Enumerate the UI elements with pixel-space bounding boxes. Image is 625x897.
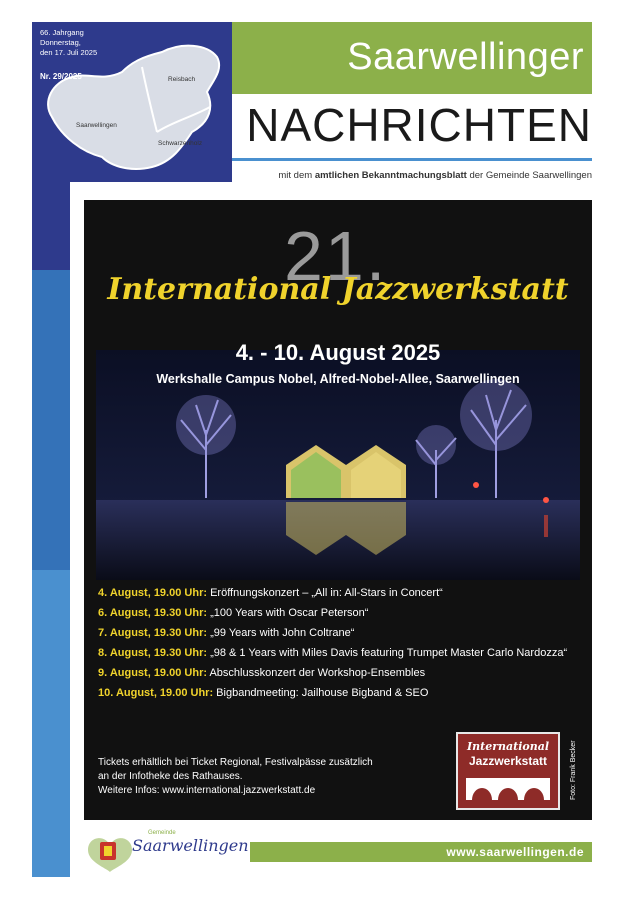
program-list (98, 586, 578, 706)
festival-title: International Jazzwerkstatt (107, 272, 569, 307)
ticket-line: Weitere Infos: www.international.jazzwerkstatt.de (98, 785, 316, 796)
festival-poster (84, 200, 592, 820)
program-item (98, 686, 578, 700)
program-date: 6. August, 19.30 Uhr: (98, 607, 208, 619)
subline-pre: mit dem (278, 170, 315, 181)
program-text: Eröffnungskonzert – „All in: All-Stars in Concert“ (207, 587, 443, 599)
ticket-info (98, 756, 438, 798)
logo-main-text: Jazzwerkstatt (468, 754, 548, 768)
edition-number: 21. (284, 217, 388, 295)
program-item (98, 646, 578, 660)
map-label-saarwellingen: Saarwellingen (76, 122, 117, 129)
program-item (98, 586, 578, 600)
program-text: „98 & 1 Years with Miles Davis featuring Trumpet Master Carlo Nardozza“ (207, 647, 568, 659)
ticket-line: an der Infotheke des Rathauses. (98, 771, 243, 782)
title-bottom: NACHRICHTEN (246, 99, 592, 151)
side-strip-middle (32, 270, 70, 570)
program-item (98, 666, 578, 680)
footer-brand: Saarwellingen (132, 836, 249, 855)
title-top: Saarwellinger (347, 36, 584, 78)
subline (232, 170, 592, 181)
title-band (232, 22, 592, 94)
title-rule (232, 158, 592, 161)
logo-top-text: International (466, 740, 550, 753)
footer-brand-small: Gemeinde (148, 830, 176, 836)
issue-info (40, 28, 97, 58)
footer-url[interactable]: www.saarwellingen.de (446, 845, 584, 859)
issue-date: den 17. Juli 2025 (40, 48, 98, 57)
jazzwerkstatt-logo (456, 732, 560, 810)
subline-bold: amtlichen Bekanntmachungsblatt (314, 170, 467, 181)
map-label-reisbach: Reisbach (168, 76, 196, 83)
program-date: 10. August, 19.00 Uhr: (98, 687, 214, 699)
issue-number: Nr. 29/2025 (40, 72, 82, 81)
subline-post: der Gemeinde Saarwellingen (466, 170, 592, 181)
municipality-map (32, 22, 232, 182)
program-text: Bigbandmeeting: Jailhouse Bigband & SEO (213, 687, 429, 699)
program-date: 7. August, 19.30 Uhr: (98, 627, 208, 639)
program-item (98, 606, 578, 620)
festival-venue: Werkshalle Campus Nobel, Alfred-Nobel-Allee, Saarwellingen (156, 372, 520, 386)
bridge-arches-icon (458, 774, 558, 804)
side-strip-bottom (32, 570, 70, 877)
program-text: „100 Years with Oscar Peterson“ (207, 607, 369, 619)
photo-credit: Foto: Frank Becker (570, 740, 577, 800)
program-text: Abschlusskonzert der Workshop-Ensembles (207, 667, 426, 679)
program-text: „99 Years with John Coltrane“ (207, 627, 355, 639)
ticket-line: Tickets erhältlich bei Ticket Regional, Festivalpässe zusätzlich (98, 757, 373, 768)
program-date: 4. August, 19.00 Uhr: (98, 587, 208, 599)
program-item (98, 626, 578, 640)
footer-band (250, 842, 592, 862)
program-date: 8. August, 19.30 Uhr: (98, 647, 208, 659)
festival-dates: 4. - 10. August 2025 (235, 340, 441, 365)
issue-weekday: Donnerstag, (40, 38, 81, 47)
map-label-schwarzenholz: Schwarzenholz (158, 140, 203, 147)
program-date: 9. August, 19.00 Uhr: (98, 667, 208, 679)
issue-volume: 66. Jahrgang (40, 28, 84, 37)
